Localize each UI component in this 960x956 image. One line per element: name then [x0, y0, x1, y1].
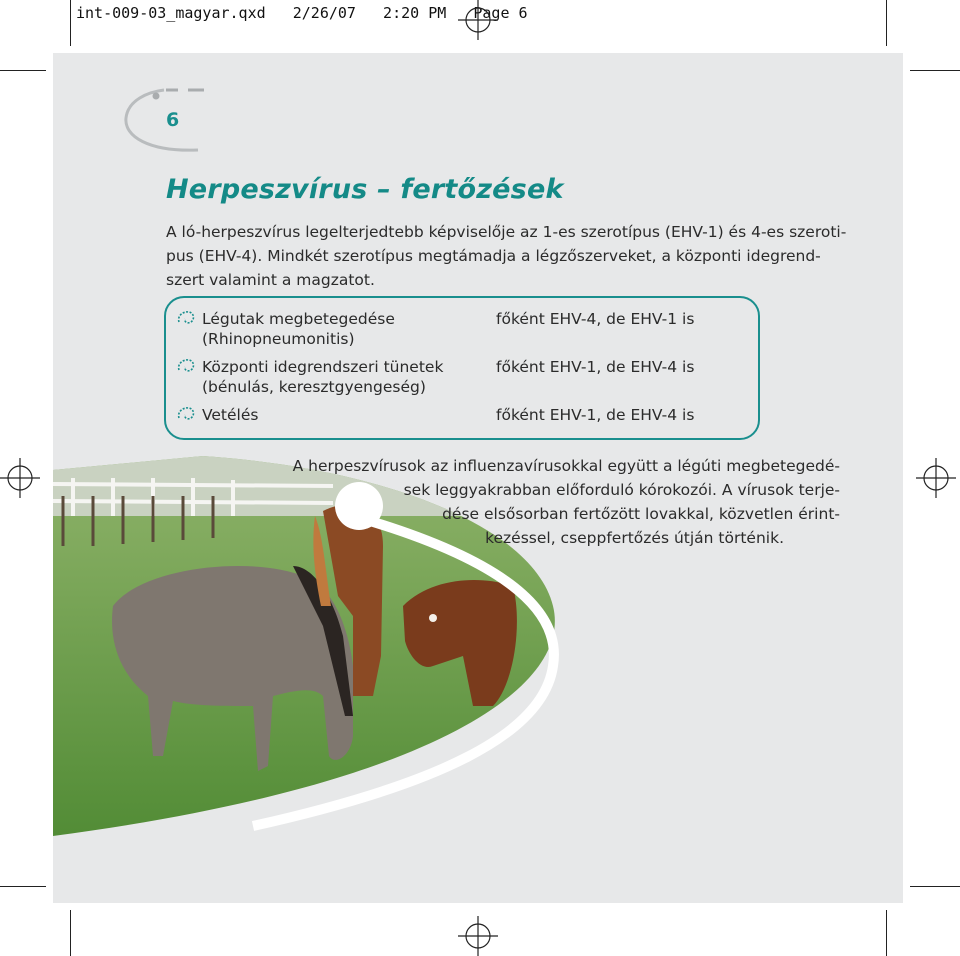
- swirl-bullet-icon: [175, 404, 197, 426]
- registration-mark-icon: [0, 458, 40, 498]
- note-line: kezéssel, cseppfertőzés útján történik.: [485, 529, 784, 547]
- note-line: sek leggyakrabban előforduló kórokozói. A vírusok terje-: [403, 481, 840, 499]
- page-number: 6: [166, 109, 180, 131]
- symptom-label: Vetélés: [202, 406, 259, 424]
- swirl-bullet-icon: [175, 356, 197, 378]
- crop-mark: [886, 910, 887, 956]
- serotype-value: főként EHV-1, de EHV-4 is: [496, 406, 695, 424]
- intro-line: A ló-herpeszvírus legelterjedtebb képviselője az 1-es szerotípus (EHV-1) és 4-es szeroti-: [166, 223, 847, 241]
- intro-line: szert valamint a magzatot.: [166, 271, 375, 289]
- intro-line: pus (EHV-4). Mindkét szerotípus megtámadja a légzőszerveket, a központi idegrend-: [166, 247, 821, 265]
- registration-mark-icon: [458, 0, 498, 40]
- note-line: dése elsősorban fertőzött lovakkal, közvetlen érint-: [442, 505, 840, 523]
- swirl-bullet-icon: [175, 308, 197, 330]
- page-title: Herpeszvírus – fertőzések: [166, 174, 564, 205]
- symptom-label: Légutak megbetegedése: [202, 310, 395, 328]
- crop-mark: [70, 910, 71, 956]
- note-paragraph: [280, 454, 840, 550]
- serotype-value: főként EHV-4, de EHV-1 is: [496, 310, 695, 328]
- crop-mark: [0, 70, 46, 71]
- registration-mark-icon: [458, 916, 498, 956]
- note-line: A herpeszvírusok az influenzavírusokkal együtt a légúti megbetegedé-: [292, 457, 840, 475]
- serotype-value: főként EHV-1, de EHV-4 is: [496, 358, 695, 376]
- crop-mark: [910, 70, 960, 71]
- print-slug: int-009-03_magyar.qxd 2/26/07 2:20 PM Page 6: [76, 4, 528, 22]
- intro-paragraph: [166, 220, 856, 292]
- symptom-sublabel: (bénulás, keresztgyengeség): [202, 378, 426, 396]
- crop-mark: [910, 886, 960, 887]
- crop-mark: [0, 886, 46, 887]
- registration-mark-icon: [916, 458, 956, 498]
- crop-mark: [886, 0, 887, 46]
- symptom-label: Központi idegrendszeri tünetek: [202, 358, 444, 376]
- symptom-sublabel: (Rhinopneumonitis): [202, 330, 355, 348]
- crop-mark: [70, 0, 71, 46]
